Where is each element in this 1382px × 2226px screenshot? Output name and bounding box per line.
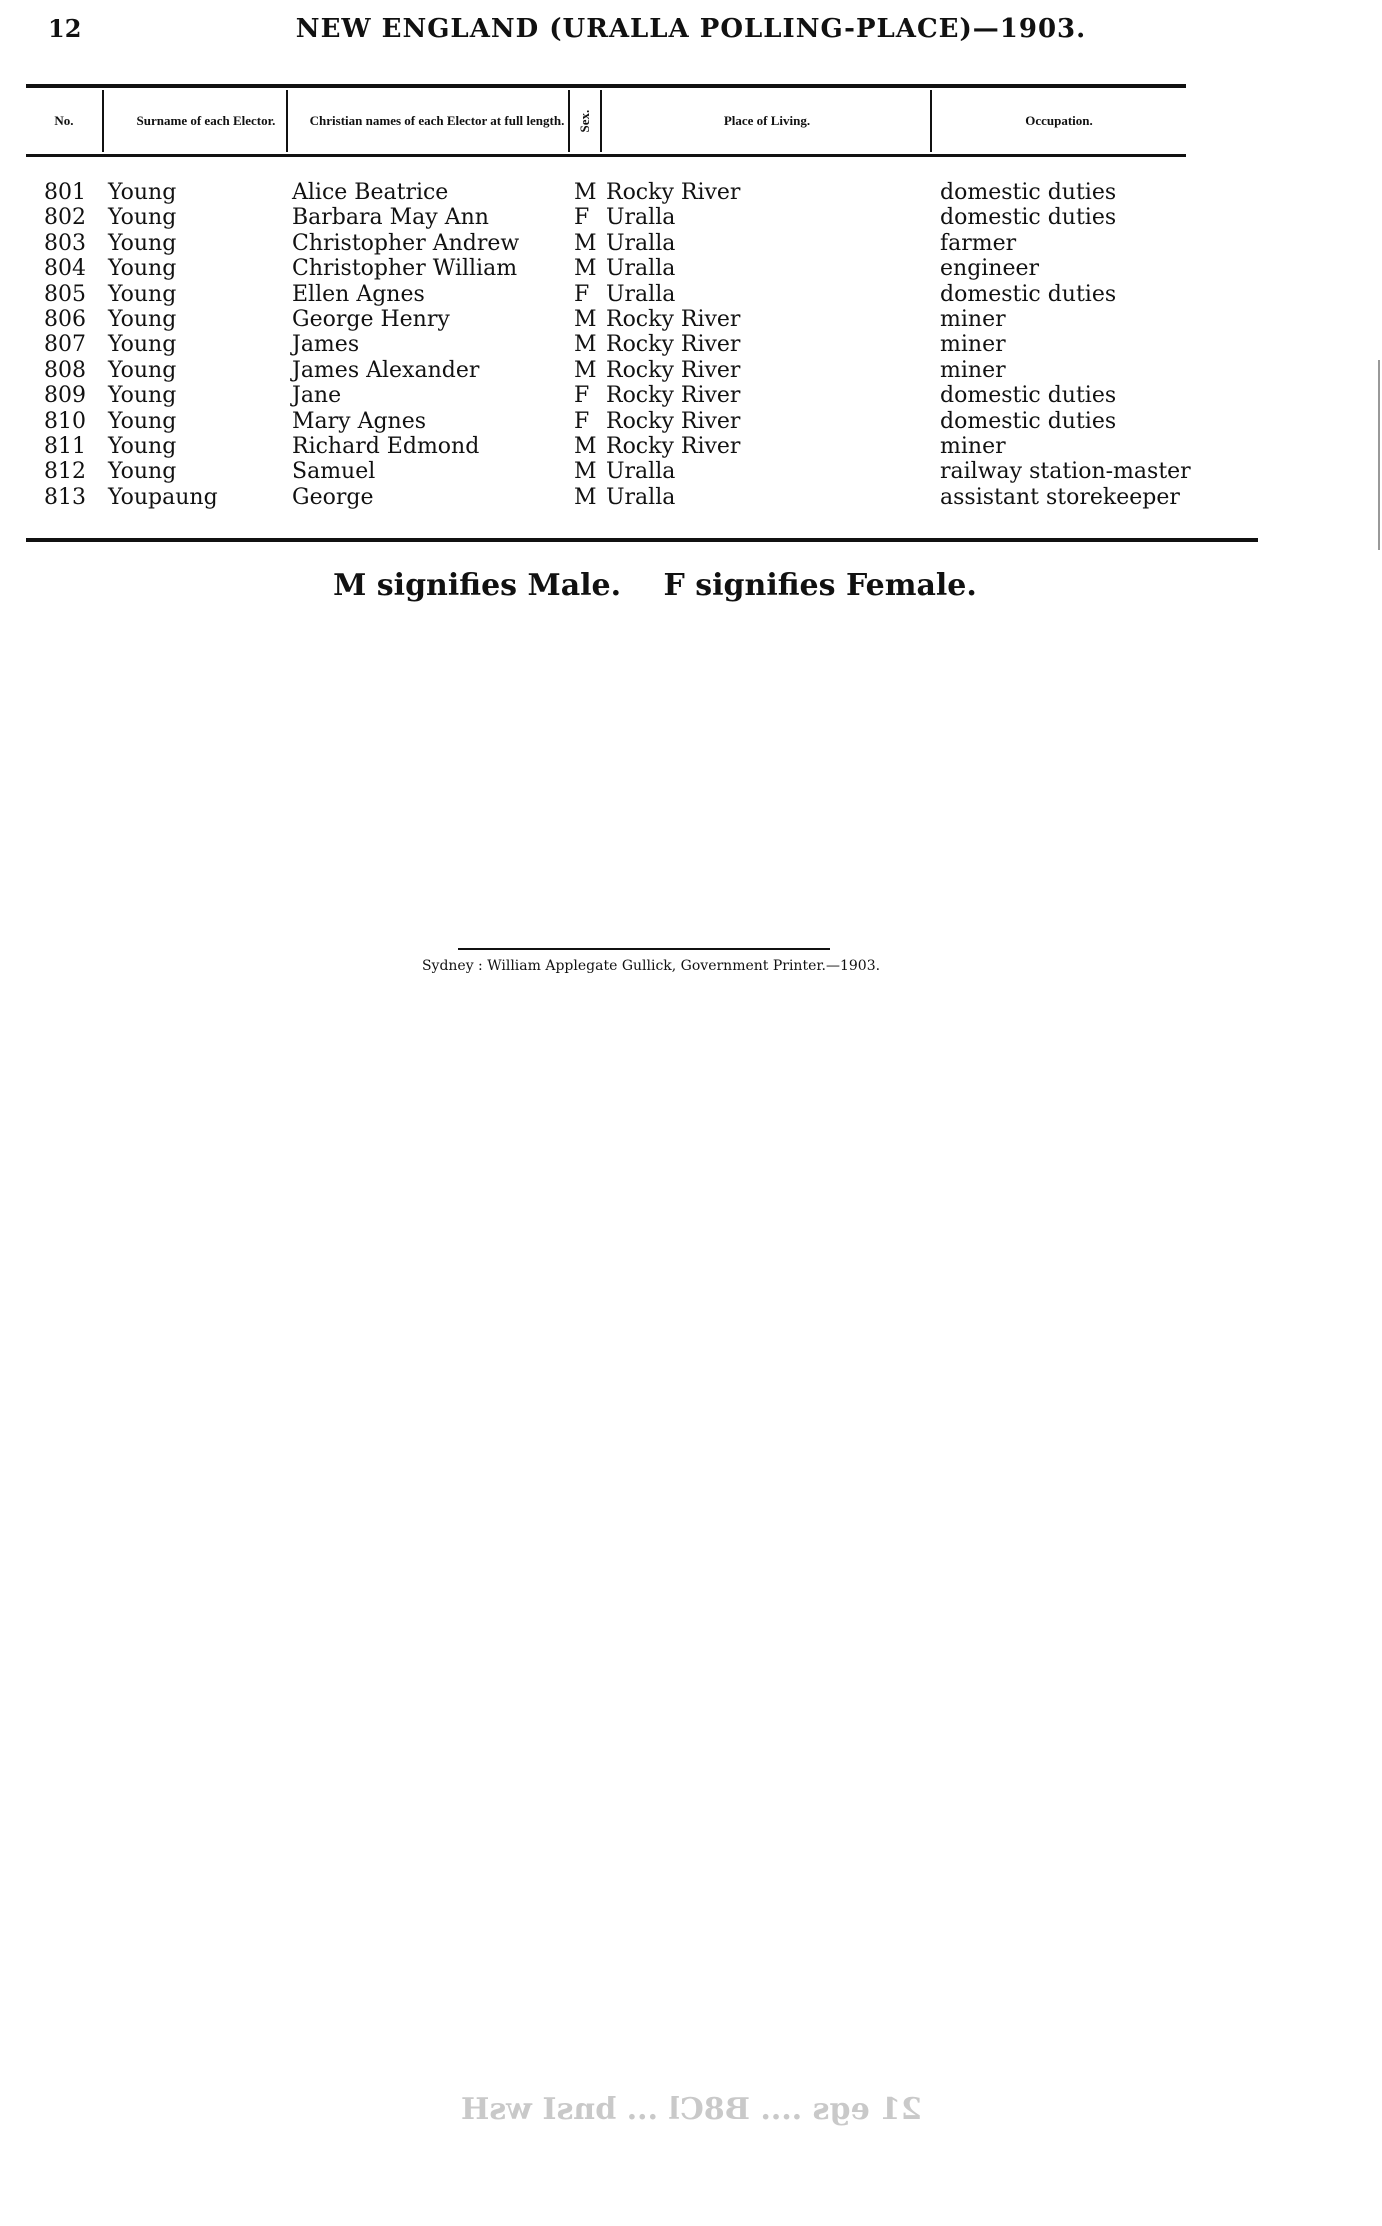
- elector-christian-names: Ellen Agnes: [292, 281, 425, 307]
- elector-place: Rocky River: [606, 332, 741, 358]
- elector-surname: Young: [108, 383, 177, 409]
- elector-sex: M: [574, 256, 597, 282]
- elector-sex: M: [574, 306, 597, 332]
- elector-occupation: engineer: [940, 256, 1040, 282]
- elector-surname: Young: [108, 459, 177, 485]
- elector-place: Rocky River: [606, 383, 741, 409]
- bottom-rule: [26, 538, 1258, 542]
- elector-occupation: railway station-master: [940, 459, 1191, 485]
- table-row: [0, 383, 1382, 408]
- elector-sex: M: [574, 459, 597, 485]
- header-rule: [26, 154, 1186, 157]
- elector-surname: Young: [108, 256, 177, 282]
- column-headers: [26, 90, 1186, 152]
- elector-surname: Youpaung: [108, 484, 218, 510]
- column-divider: [930, 90, 932, 152]
- elector-christian-names: James Alexander: [292, 357, 480, 383]
- elector-number: 808: [44, 357, 86, 383]
- elector-occupation: miner: [940, 306, 1006, 332]
- table-row: [0, 205, 1382, 230]
- page-edge-mark: [1378, 360, 1380, 550]
- elector-occupation: miner: [940, 332, 1006, 358]
- elector-place: Rocky River: [606, 180, 741, 205]
- column-divider: [102, 90, 104, 152]
- printer-imprint: Sydney : William Applegate Gullick, Government Printer.—1903.: [421, 958, 881, 974]
- elector-place: Uralla: [606, 459, 676, 485]
- elector-number: 810: [44, 408, 86, 434]
- elector-place: Uralla: [606, 281, 676, 307]
- elector-surname: Young: [108, 180, 177, 205]
- table-row: [0, 409, 1382, 434]
- elector-occupation: domestic duties: [940, 408, 1117, 434]
- table-row: [0, 180, 1382, 205]
- column-header-occupation: Occupation.: [1025, 112, 1093, 128]
- table-row: [0, 434, 1382, 459]
- elector-surname: Young: [108, 306, 177, 332]
- elector-number: 802: [44, 205, 86, 231]
- elector-sex: F: [574, 205, 590, 231]
- show-through-text: [0, 2092, 1382, 2127]
- elector-place: Rocky River: [606, 408, 741, 434]
- table-row: [0, 282, 1382, 307]
- elector-number: 805: [44, 281, 86, 307]
- elector-christian-names: Christopher Andrew: [292, 230, 520, 256]
- column-divider: [600, 90, 602, 152]
- elector-occupation: farmer: [940, 230, 1017, 256]
- elector-occupation: assistant storekeeper: [940, 484, 1180, 510]
- elector-number: 809: [44, 383, 86, 409]
- column-header-sex: [572, 90, 598, 152]
- elector-occupation: domestic duties: [940, 180, 1117, 205]
- elector-number: 806: [44, 306, 86, 332]
- sex-legend: [0, 568, 1310, 603]
- elector-christian-names: James: [292, 332, 360, 358]
- elector-number: 807: [44, 332, 86, 358]
- table-row: [0, 307, 1382, 332]
- elector-number: 811: [44, 433, 86, 459]
- elector-place: Uralla: [606, 230, 676, 256]
- elector-place: Uralla: [606, 256, 676, 282]
- elector-christian-names: George: [292, 484, 374, 510]
- elector-sex: M: [574, 180, 597, 205]
- elector-table-body: [0, 180, 1382, 510]
- elector-place: Rocky River: [606, 357, 741, 383]
- elector-place: Uralla: [606, 205, 676, 231]
- show-through-text-label: 21 egs .... B8Cl ... bnsI wsH: [460, 2092, 922, 2127]
- elector-surname: Young: [108, 408, 177, 434]
- elector-sex: F: [574, 281, 590, 307]
- elector-occupation: domestic duties: [940, 205, 1117, 231]
- page-number: 12: [48, 14, 82, 43]
- elector-christian-names: Richard Edmond: [292, 433, 480, 459]
- elector-sex: M: [574, 433, 597, 459]
- elector-christian-names: Samuel: [292, 459, 376, 485]
- elector-surname: Young: [108, 357, 177, 383]
- column-divider: [568, 90, 570, 152]
- elector-occupation: domestic duties: [940, 383, 1117, 409]
- elector-christian-names: Christopher William: [292, 256, 518, 282]
- table-row: [0, 358, 1382, 383]
- elector-surname: Young: [108, 433, 177, 459]
- table-row: [0, 332, 1382, 357]
- elector-christian-names: Alice Beatrice: [292, 180, 449, 205]
- elector-number: 813: [44, 484, 86, 510]
- page-header: NEW ENGLAND (URALLA POLLING-PLACE)—1903.: [295, 14, 1087, 44]
- elector-place: Rocky River: [606, 306, 741, 332]
- elector-christian-names: Barbara May Ann: [292, 205, 489, 231]
- legend-male: M signifies Male.: [333, 568, 622, 603]
- elector-surname: Young: [108, 205, 177, 231]
- column-header-place: Place of Living.: [723, 112, 811, 128]
- elector-sex: M: [574, 357, 597, 383]
- column-divider: [286, 90, 288, 152]
- elector-place: Uralla: [606, 484, 676, 510]
- elector-surname: Young: [108, 332, 177, 358]
- table-row: [0, 256, 1382, 281]
- elector-sex: M: [574, 230, 597, 256]
- elector-number: 812: [44, 459, 86, 485]
- elector-christian-names: Jane: [292, 383, 342, 409]
- elector-christian-names: George Henry: [292, 306, 450, 332]
- table-row: [0, 459, 1382, 484]
- elector-surname: Young: [108, 281, 177, 307]
- elector-sex: M: [574, 484, 597, 510]
- elector-number: 804: [44, 256, 86, 282]
- imprint-rule: [458, 948, 830, 950]
- column-header-sex-label: Sex.: [576, 109, 592, 133]
- elector-number: 803: [44, 230, 86, 256]
- elector-surname: Young: [108, 230, 177, 256]
- elector-occupation: domestic duties: [940, 281, 1117, 307]
- legend-female: F signifies Female.: [663, 568, 977, 603]
- column-header-surname: Surname of each Elector.: [136, 112, 276, 128]
- table-row: [0, 485, 1382, 510]
- elector-sex: F: [574, 408, 590, 434]
- column-header-no: No.: [54, 112, 74, 128]
- column-header-christian-names: Christian names of each Elector at full length.: [309, 112, 565, 128]
- top-rule: [26, 84, 1186, 88]
- elector-sex: F: [574, 383, 590, 409]
- elector-occupation: miner: [940, 357, 1006, 383]
- elector-occupation: miner: [940, 433, 1006, 459]
- table-row: [0, 231, 1382, 256]
- elector-number: 801: [44, 180, 86, 205]
- elector-place: Rocky River: [606, 433, 741, 459]
- elector-sex: M: [574, 332, 597, 358]
- elector-christian-names: Mary Agnes: [292, 408, 427, 434]
